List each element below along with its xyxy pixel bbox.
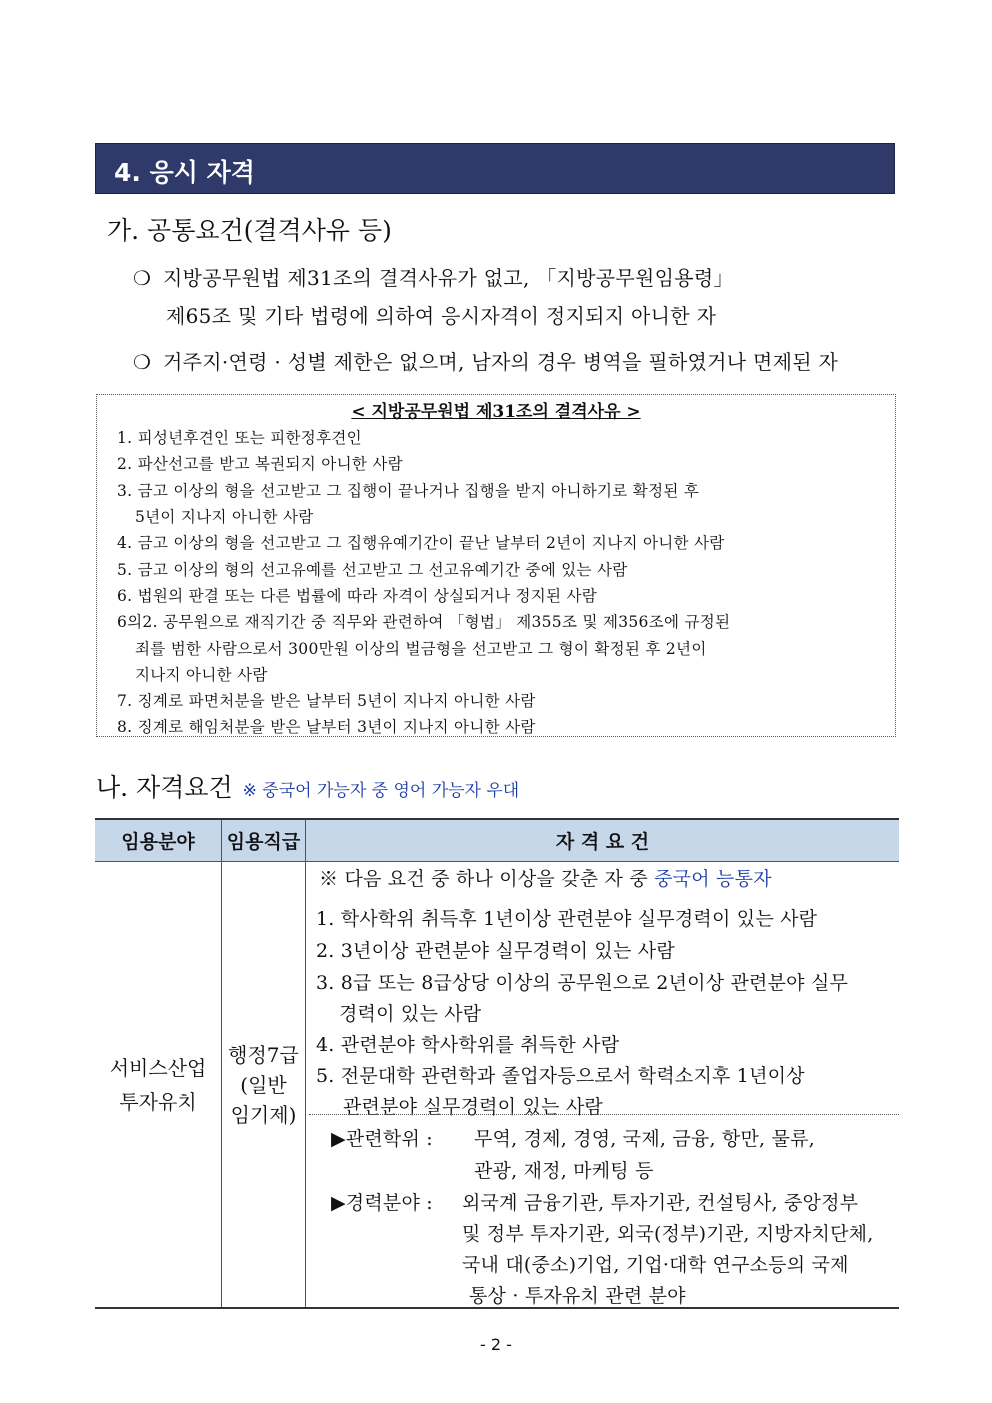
degree-values: 무역, 경제, 경영, 국제, 금융, 항만, 물류, [474,1128,815,1150]
bullet-text: 지방공무원법 제31조의 결격사유가 없고, 「지방공무원임용령」 [163,266,734,290]
requirements-cell [306,862,900,1309]
chinese-fluency-highlight: 중국어 능통자 [654,868,772,890]
table-header-row [95,819,899,862]
grade-cell: 행정7급 (일반 임기제) [222,862,306,1309]
section-header-bar [95,143,895,194]
degree-values-cont: 관광, 재정, 마케팅 등 [474,1160,654,1182]
disqualification-item: 5. 금고 이상의 형의 선고유예를 선고받고 그 선고유예기간 중에 있는 사람 [117,561,628,579]
disqualification-item: 1. 피성년후견인 또는 피한정후견인 [117,429,362,447]
field-cell: 서비스산업 투자유치 [95,862,222,1309]
requirement-item: 1. 학사학위 취득후 1년이상 관련분야 실무경력이 있는 사람 [316,908,818,930]
preference-note: ※ 중국어 가능자 중 영어 가능자 우대 [242,781,520,801]
dotted-divider [309,1114,899,1115]
disqualification-item: 3. 금고 이상의 형을 선고받고 그 집행이 끝나거나 집행을 받지 아니하기로 확정된 후 [117,482,700,500]
circle-bullet-icon: ❍ [133,350,152,374]
requirement-item: 3. 8급 또는 8급상당 이상의 공무원으로 2년이상 관련분야 실무 [316,972,849,994]
requirement-item: 4. 관련분야 학사학위를 취득한 사람 [316,1034,620,1056]
qualification-heading: 나. 자격요건 ※ 중국어 가능자 중 영어 가능자 우대 [96,773,520,802]
requirement-item: 2. 3년이상 관련분야 실무경력이 있는 사람 [316,940,675,962]
disqualification-item: 7. 징계로 파면처분을 받은 날부터 5년이 지나지 아니한 사람 [117,692,536,710]
disqualification-title: < 지방공무원법 제31조의 결격사유 > [351,402,641,422]
disqualification-item: 4. 금고 이상의 형을 선고받고 그 집행유예기간이 끝난 날부터 2년이 지나지 아니한 사람 [117,534,725,552]
requirement-item-cont: 경력이 있는 사람 [339,1003,482,1025]
disqualification-box [96,394,896,737]
disqualification-item: 6의2. 공무원으로 재직기간 중 직무와 관련하여 「형법」 제355조 및 제356조에 규정된 [117,613,731,631]
common-bullet-2 [133,346,838,375]
header-requirements: 자 격 요 건 [306,819,900,862]
common-bullet-1 [133,262,734,291]
disqualification-item-cont: 죄를 범한 사람으로서 300만원 이상의 벌금형을 선고받고 그 형이 확정된 후 2년이 [135,640,707,658]
degree-label: ▶관련학위 : [331,1128,433,1150]
circle-bullet-icon: ❍ [133,266,152,290]
disqualification-item: 6. 법원의 판결 또는 다른 법률에 따라 자격이 상실되거나 정지된 사람 [117,587,598,605]
header-grade: 임용직급 [222,819,306,862]
career-values: 외국계 금융기관, 투자기관, 컨설팅사, 중앙정부 [462,1192,859,1214]
requirement-item: 5. 전문대학 관련학과 졸업자등으로서 학력소지후 1년이상 [316,1065,805,1087]
section-title: 4. 응시 자격 [114,158,255,187]
qualification-table [95,818,899,1309]
career-values-cont: 통상 · 투자유치 관련 분야 [469,1285,686,1307]
disqualification-item-cont: 지나지 아니한 사람 [135,666,268,684]
disqualification-item-cont: 5년이 지나지 아니한 사람 [135,508,314,526]
career-label: ▶경력분야 : [331,1192,433,1214]
disqualification-item: 8. 징계로 해임처분을 받은 날부터 3년이 지나지 아니한 사람 [117,718,536,736]
page-number: - 2 - [480,1335,512,1354]
career-values-cont: 국내 대(중소)기업, 기업·대학 연구소등의 국제 [462,1254,849,1276]
bullet-text: 거주지·연령 · 성별 제한은 없으며, 남자의 경우 병역을 필하였거나 면제된 자 [163,350,839,374]
requirement-item-cont: 관련분야 실무경력이 있는 사람 [343,1096,603,1118]
common-bullet-1-cont: 제65조 및 기타 법령에 의하여 응시자격이 정지되지 아니한 자 [166,304,717,328]
table-row [95,862,899,1309]
requirements-intro: ※ 다음 요건 중 하나 이상을 갖춘 자 중 중국어 능통자 [319,868,772,890]
disqualification-item: 2. 파산선고를 받고 복권되지 아니한 사람 [117,455,403,473]
header-field: 임용분야 [95,819,222,862]
common-requirements-heading: 가. 공통요건(결격사유 등) [107,216,392,245]
career-values-cont: 및 정부 투자기관, 외국(정부)기관, 지방자치단체, [462,1223,874,1245]
